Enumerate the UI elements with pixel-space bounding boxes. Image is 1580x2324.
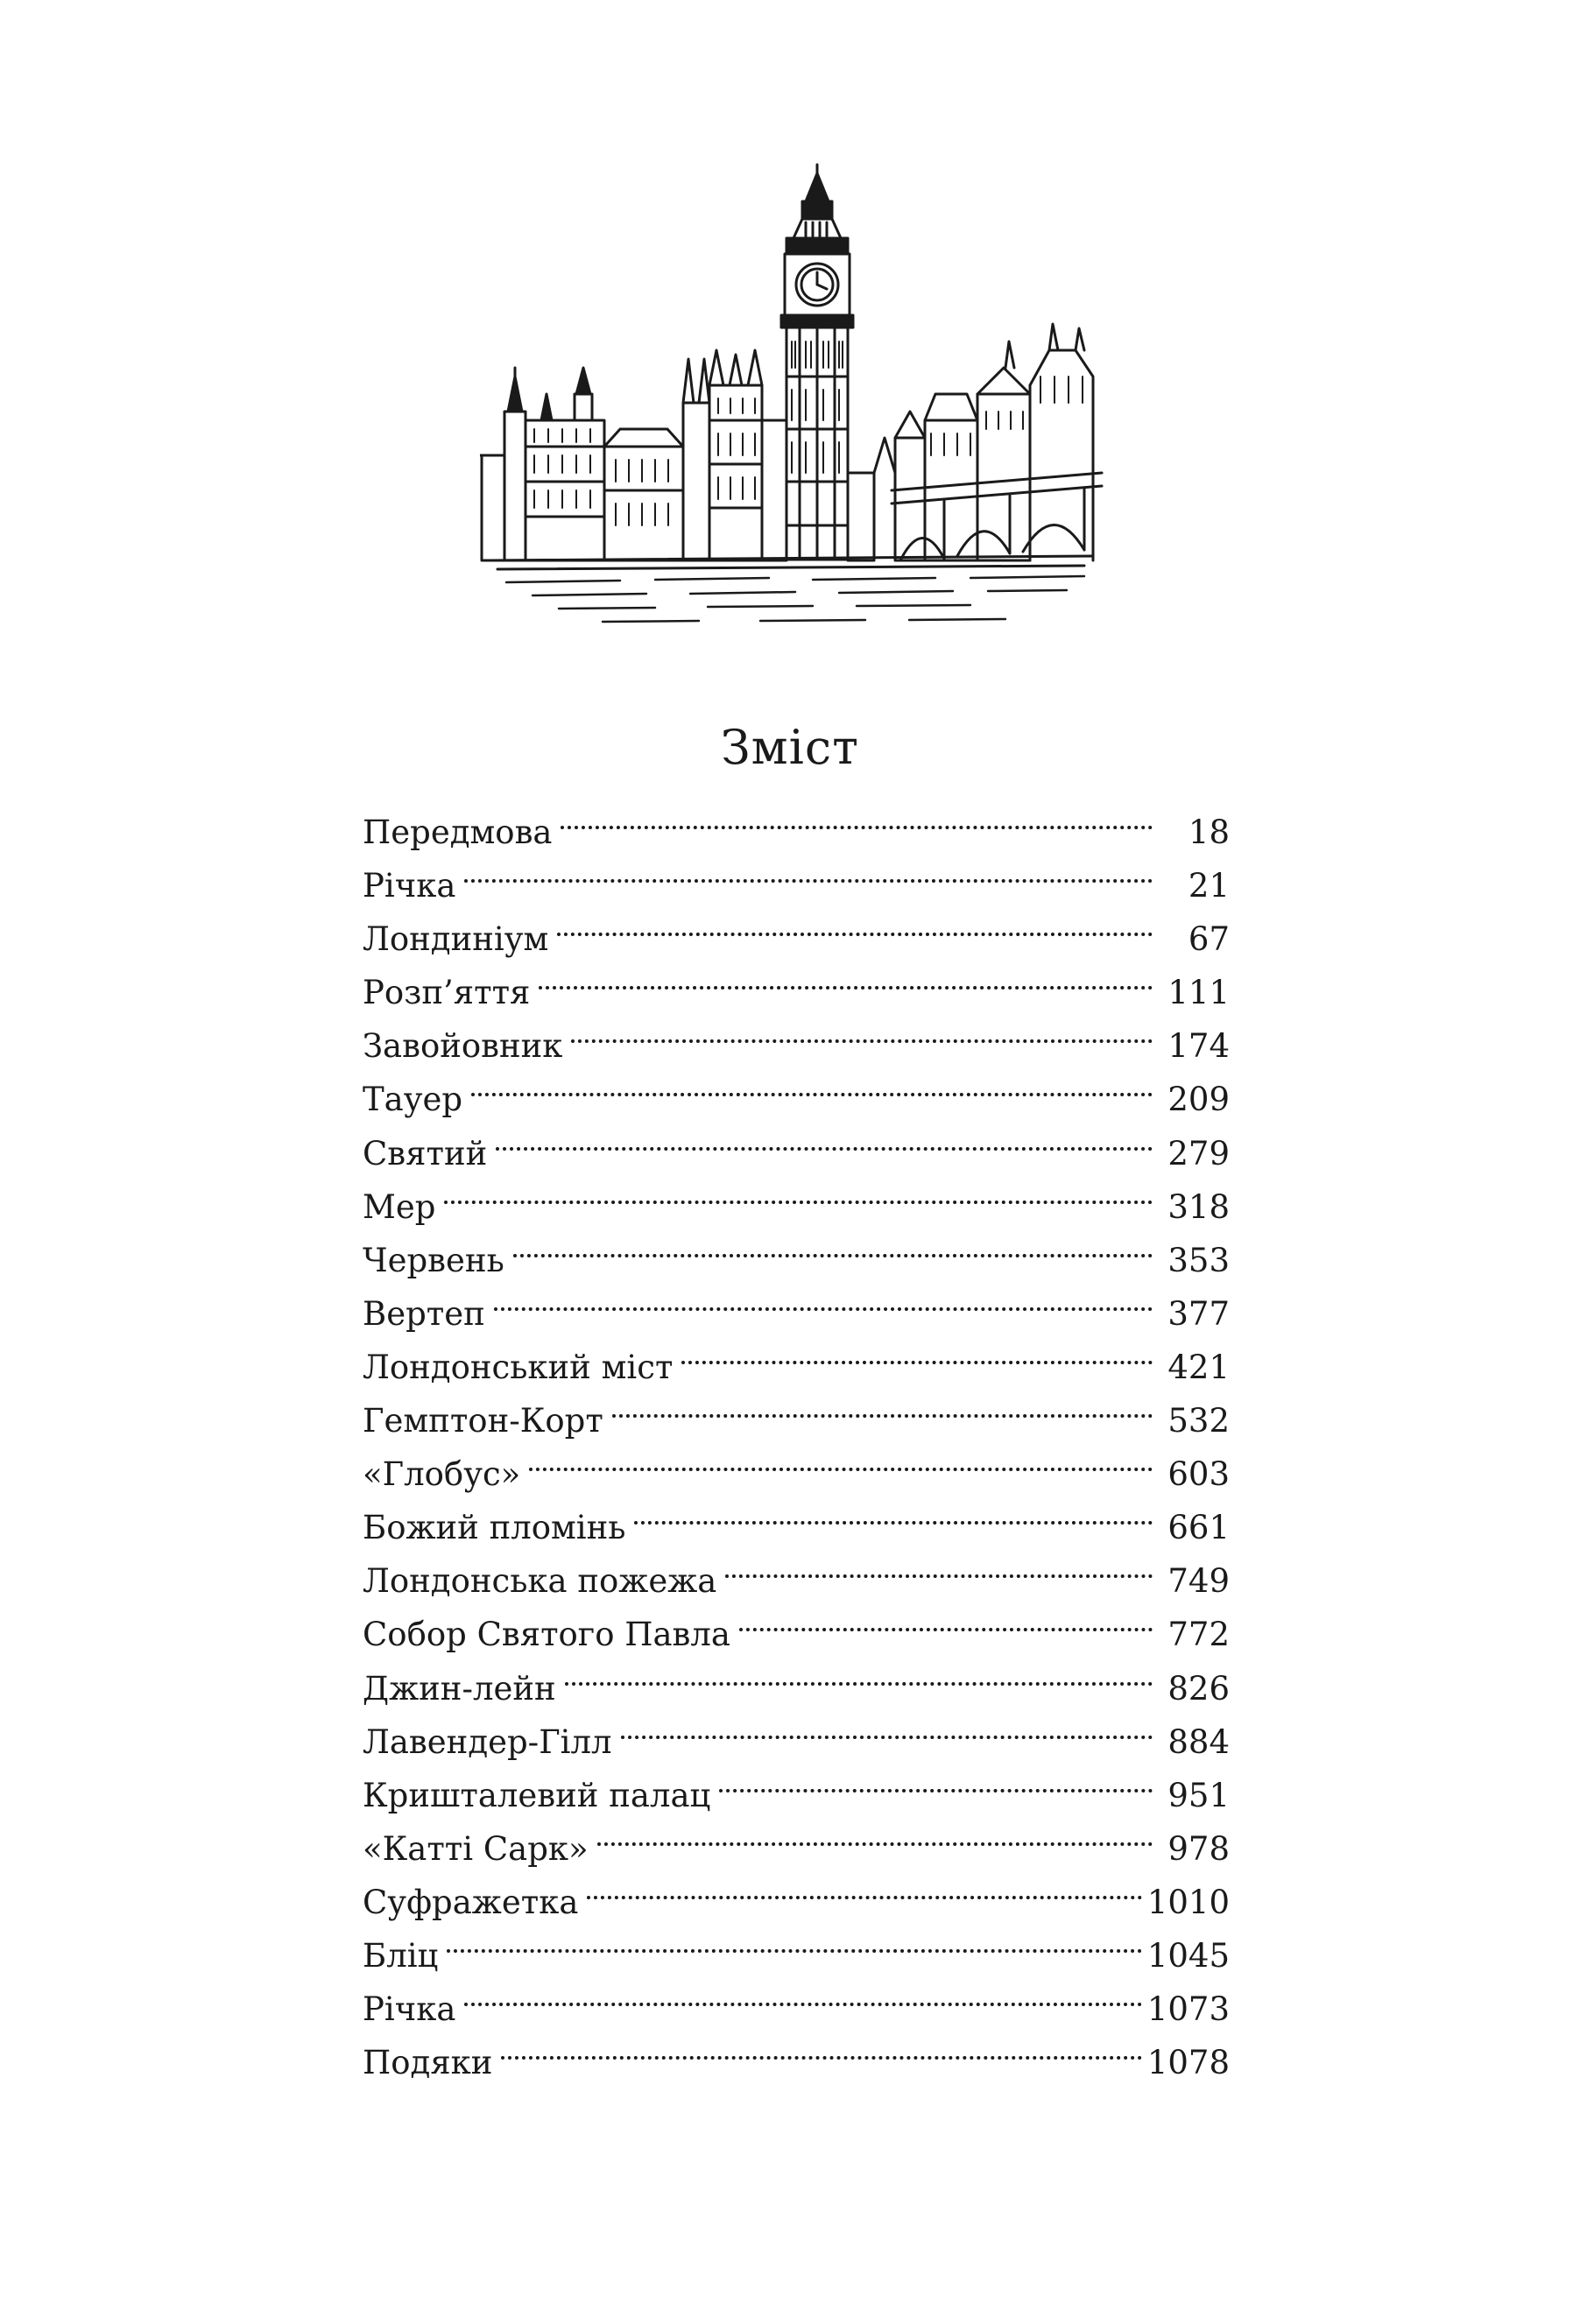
toc-entry-page-number: 209 (1167, 1081, 1230, 1119)
toc-dot-leader (557, 897, 1153, 950)
toc-entry-title: Річка (363, 1982, 464, 2036)
toc-entry-title: Розп’яття (363, 966, 539, 1019)
toc-entry[interactable] (363, 1165, 1230, 1226)
toc-dot-leader (539, 950, 1153, 1004)
toc-entry-page-number: 174 (1167, 1027, 1230, 1066)
toc-entry[interactable] (363, 1057, 1230, 1119)
toc-dot-leader (513, 1218, 1153, 1271)
london-skyline-sketch-icon (480, 158, 1104, 630)
toc-entry-page-number: 111 (1167, 974, 1230, 1012)
toc-dot-leader (471, 1057, 1153, 1110)
toc-entry-title: Кришталевий палац (363, 1769, 719, 1822)
toc-entry-page-number: 1045 (1146, 1936, 1230, 1975)
toc-entry-title: Подяки (363, 2036, 501, 2089)
toc-entry-title: Тауер (363, 1073, 471, 1126)
toc-entry-page-number: 318 (1167, 1187, 1230, 1226)
toc-dot-leader (719, 1753, 1153, 1806)
toc-dot-leader (681, 1325, 1153, 1378)
toc-entry-title: Бліц (363, 1929, 447, 1982)
toc-entry-page-number: 978 (1167, 1829, 1230, 1868)
toc-dot-leader (634, 1485, 1153, 1539)
toc-heading: Зміст (720, 720, 860, 776)
toc-entry-page-number: 67 (1188, 920, 1230, 959)
toc-entry-title: Гемптон-Корт (363, 1394, 612, 1447)
toc-dot-leader (501, 2020, 1141, 2074)
toc-dot-leader (561, 790, 1153, 843)
toc-entry-title: Лавендер-Гілл (363, 1715, 621, 1769)
toc-entry[interactable] (363, 1967, 1230, 2029)
toc-entry[interactable] (363, 843, 1230, 905)
toc-entry-page-number: 603 (1167, 1455, 1230, 1494)
toc-dot-leader (494, 1271, 1153, 1325)
toc-entry-title: Мер (363, 1180, 444, 1234)
toc-dot-leader (447, 1913, 1142, 1967)
toc-dot-leader (725, 1539, 1153, 1592)
toc-entry-title: Червень (363, 1234, 513, 1287)
toc-entry[interactable] (363, 1111, 1230, 1173)
toc-dot-leader (565, 1646, 1153, 1700)
toc-entry-title: Передмова (363, 806, 561, 859)
toc-entry-page-number: 749 (1167, 1562, 1230, 1601)
toc-entry-page-number: 1010 (1146, 1883, 1230, 1921)
toc-entry-page-number: 826 (1167, 1669, 1230, 1708)
toc-dot-leader (464, 1967, 1141, 2020)
toc-entry-title: Суфражетка (363, 1876, 587, 1929)
toc-entry-page-number: 421 (1167, 1348, 1230, 1386)
toc-dot-leader (621, 1700, 1153, 1753)
toc-entry[interactable] (363, 897, 1230, 959)
toc-dot-leader (444, 1165, 1153, 1218)
toc-dot-leader (597, 1806, 1153, 1860)
toc-entry-page-number: 951 (1167, 1776, 1230, 1814)
toc-dot-leader (464, 843, 1153, 897)
toc-entry-page-number: 1073 (1146, 1990, 1230, 2029)
toc-dot-leader (496, 1111, 1153, 1165)
toc-dot-leader (612, 1378, 1153, 1432)
toc-entry-page-number: 18 (1188, 813, 1230, 851)
toc-entry-title: Річка (363, 859, 464, 912)
toc-entry-page-number: 884 (1167, 1722, 1230, 1761)
toc-entry-title: Джин-лейн (363, 1662, 565, 1715)
toc-dot-leader (587, 1860, 1141, 1913)
toc-entry-page-number: 353 (1167, 1241, 1230, 1279)
table-of-contents (363, 790, 1230, 2082)
toc-entry-title: Лондонський міст (363, 1341, 681, 1394)
toc-entry-page-number: 532 (1167, 1402, 1230, 1440)
toc-entry-page-number: 772 (1167, 1616, 1230, 1654)
toc-entry-title: Божий пломінь (363, 1501, 634, 1554)
toc-dot-leader (571, 1004, 1153, 1057)
toc-entry-title: Лондиніум (363, 912, 557, 966)
toc-entry-title: «Глобус» (363, 1447, 529, 1501)
toc-entry-page-number: 21 (1188, 867, 1230, 905)
toc-entry[interactable] (363, 790, 1230, 851)
toc-entry-title: Завойовник (363, 1019, 571, 1073)
toc-entry-title: Лондонська пожежа (363, 1554, 725, 1608)
toc-entry-title: Собор Святого Павла (363, 1608, 739, 1661)
toc-entry-page-number: 661 (1167, 1509, 1230, 1547)
toc-entry-title: Вертеп (363, 1287, 494, 1341)
toc-entry-page-number: 377 (1167, 1294, 1230, 1333)
toc-entry-title: Святий (363, 1127, 496, 1180)
toc-dot-leader (529, 1432, 1153, 1485)
toc-entry[interactable] (363, 1913, 1230, 1975)
toc-entry[interactable] (363, 2020, 1230, 2082)
toc-entry-title: «Катті Сарк» (363, 1822, 597, 1876)
toc-dot-leader (739, 1592, 1153, 1645)
toc-entry-page-number: 1078 (1146, 2044, 1230, 2082)
toc-entry-page-number: 279 (1167, 1134, 1230, 1173)
toc-entry[interactable] (363, 1218, 1230, 1279)
